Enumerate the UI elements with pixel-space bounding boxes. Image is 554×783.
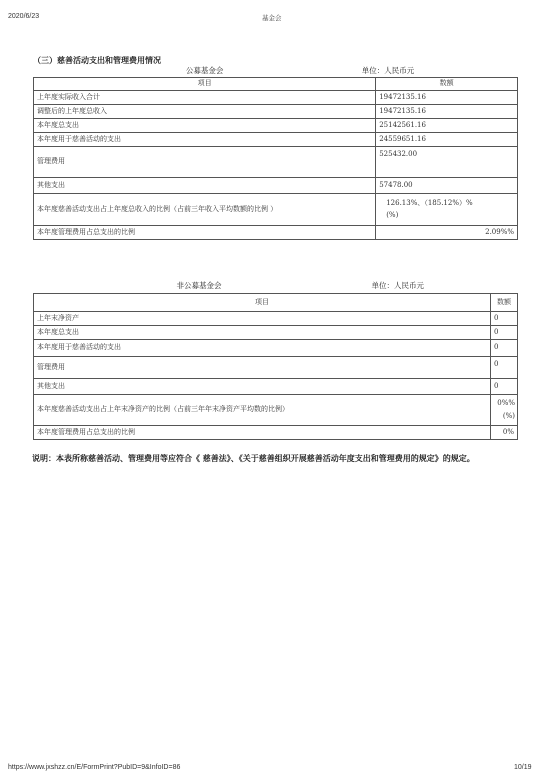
private-fund-name: 非公募基金会 bbox=[176, 281, 222, 290]
ratio-unit: (%) bbox=[386, 210, 399, 219]
row-value: 0% bbox=[491, 425, 518, 439]
table-row bbox=[34, 90, 518, 104]
public-fund-col-amount: 数额 bbox=[376, 77, 518, 90]
row-value: 19472135.16 bbox=[376, 104, 518, 118]
private-fund-unit: 单位：人民币元 bbox=[371, 281, 424, 290]
ratio-value: 0%% bbox=[497, 398, 515, 407]
table-row bbox=[34, 425, 518, 439]
private-fund-table bbox=[33, 280, 518, 440]
row-value: 0 bbox=[491, 339, 518, 356]
public-fund-col-item: 项目 bbox=[34, 77, 376, 90]
row-value: 0 bbox=[491, 378, 518, 394]
row-label: 本年度慈善活动支出占上年度总收入的比例（占前三年收入平均数额的比例 ） bbox=[34, 193, 376, 225]
table-row bbox=[34, 394, 518, 425]
row-value: 24559651.16 bbox=[376, 132, 518, 146]
row-label: 本年度用于慈善活动的支出 bbox=[34, 132, 376, 146]
ratio-unit: (%) bbox=[502, 411, 515, 420]
row-label: 本年度总支出 bbox=[34, 118, 376, 132]
table-row bbox=[34, 146, 518, 177]
footer-url: https://www.jxshzz.cn/E/FormPrint?PubID=9&InfoID=86 bbox=[8, 764, 181, 771]
table-row bbox=[34, 118, 518, 132]
public-fund-table bbox=[33, 65, 518, 240]
table-row bbox=[34, 104, 518, 118]
print-date: 2020/6/23 bbox=[8, 13, 40, 20]
row-value bbox=[376, 193, 518, 225]
row-label: 本年度慈善活动支出占上年末净资产的比例（占前三年年末净资产平均数的比例） bbox=[34, 394, 491, 425]
public-fund-header-row bbox=[34, 77, 518, 90]
row-value: 0 bbox=[491, 356, 518, 378]
row-value: 0 bbox=[491, 311, 518, 325]
row-label: 本年度管理费用占总支出的比例 bbox=[34, 425, 491, 439]
private-fund-col-item: 项目 bbox=[34, 293, 491, 311]
table-row bbox=[34, 132, 518, 146]
public-fund-unit: 单位：人民币元 bbox=[361, 66, 415, 76]
table-row bbox=[34, 378, 518, 394]
row-value: 25142561.16 bbox=[376, 118, 518, 132]
row-value: 2.09%% bbox=[376, 225, 518, 239]
ratio-value: 126.13%、（185.12%）% bbox=[386, 198, 473, 207]
private-fund-col-amount: 数额 bbox=[491, 293, 518, 311]
row-value: 19472135.16 bbox=[376, 90, 518, 104]
explanatory-note: 说明：本表所称慈善活动、管理费用等应符合《 慈善法》、《关于慈善组织开展慈善活动年度支出和管理费用的规定》的规定。 bbox=[32, 453, 475, 463]
section-title: （三）慈善活动支出和管理费用情况 bbox=[33, 55, 161, 65]
caption-spacer bbox=[491, 280, 518, 293]
table-row bbox=[34, 225, 518, 239]
row-label: 上年度实际收入合计 bbox=[34, 90, 376, 104]
row-label: 上年末净资产 bbox=[34, 311, 491, 325]
row-value: 0 bbox=[491, 325, 518, 339]
table-row bbox=[34, 325, 518, 339]
row-label: 本年度总支出 bbox=[34, 325, 491, 339]
row-value: 525432.00 bbox=[376, 146, 518, 177]
private-fund-caption-row bbox=[34, 280, 518, 293]
row-label: 其他支出 bbox=[34, 378, 491, 394]
row-value bbox=[491, 394, 518, 425]
row-value: 57478.00 bbox=[376, 177, 518, 193]
row-label: 调整后的上年度总收入 bbox=[34, 104, 376, 118]
row-label: 管理费用 bbox=[34, 356, 491, 378]
print-site-title: 基金会 bbox=[262, 14, 282, 22]
table-row bbox=[34, 177, 518, 193]
private-fund-caption bbox=[34, 280, 491, 293]
public-fund-name: 公募基金会 bbox=[185, 66, 224, 76]
public-fund-caption-row bbox=[34, 65, 518, 77]
table-row bbox=[34, 356, 518, 378]
table-row bbox=[34, 311, 518, 325]
row-label: 管理费用 bbox=[34, 146, 376, 177]
row-label: 本年度用于慈善活动的支出 bbox=[34, 339, 491, 356]
table-row bbox=[34, 339, 518, 356]
private-fund-header-row bbox=[34, 293, 518, 311]
table-row bbox=[34, 193, 518, 225]
row-label: 其他支出 bbox=[34, 177, 376, 193]
row-label: 本年度管理费用占总支出的比例 bbox=[34, 225, 376, 239]
page-number: 10/19 bbox=[514, 764, 532, 771]
